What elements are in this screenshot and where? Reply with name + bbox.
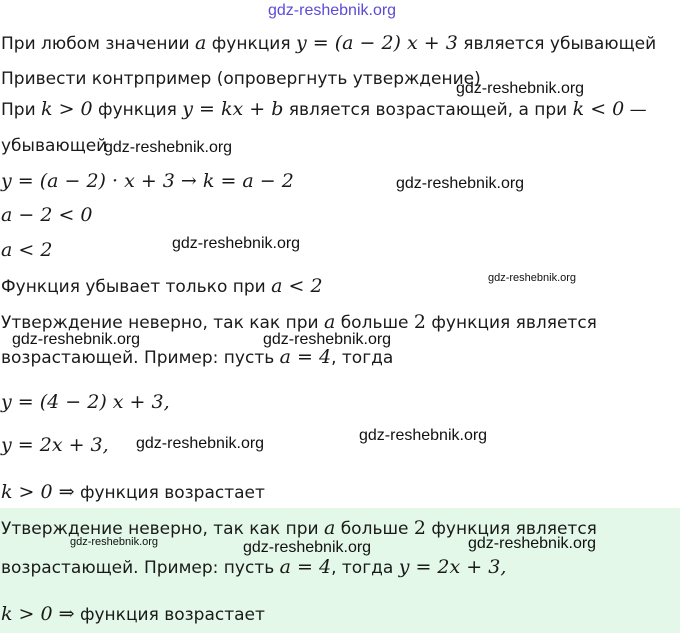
watermark: gdz-reshebnik.org xyxy=(396,175,525,192)
rule-line-1: При k > 0 функция y = kx + b является возрастающей, а при k < 0 — xyxy=(1,98,647,120)
claim-line-2: возрастающей. Пример: пусть a = 4, тогда xyxy=(1,346,394,368)
watermark: gdz-reshebnik.org xyxy=(12,331,141,348)
derivation-line: y = (a − 2) · x + 3 → k = a − 2 xyxy=(1,170,294,192)
answer-line-1: Утверждение неверно, так как при a больше 2 функция является xyxy=(1,517,597,539)
watermark: gdz-reshebnik.org xyxy=(136,435,265,452)
claim-line-1: Утверждение неверно, так как при a больше 2 функция является xyxy=(1,311,597,333)
watermark: gdz-reshebnik.org xyxy=(456,80,585,97)
example-line: y = 2x + 3, xyxy=(1,434,109,456)
decreasing-note: Функция убывает только при a < 2 xyxy=(1,275,323,297)
task-line: Привести контрпример (опровергнуть утверждение) xyxy=(1,69,481,89)
watermark: gdz-reshebnik.org xyxy=(488,272,577,284)
answer-line-2: возрастающей. Пример: пусть a = 4, тогда y = 2x + 3, xyxy=(1,556,507,578)
rule-line-2: убывающей xyxy=(1,136,108,156)
watermark: gdz-reshebnik.org xyxy=(104,139,233,156)
derivation-line: a − 2 < 0 xyxy=(1,204,93,226)
answer-line-3: k > 0 ⇒ функция возрастает xyxy=(1,603,265,625)
watermark-header: gdz-reshebnik.org xyxy=(268,2,397,19)
conclusion-line: k > 0 ⇒ функция возрастает xyxy=(1,481,265,503)
watermark: gdz-reshebnik.org xyxy=(243,539,372,556)
derivation-line: a < 2 xyxy=(1,239,53,261)
watermark: gdz-reshebnik.org xyxy=(359,427,488,444)
watermark: gdz-reshebnik.org xyxy=(263,331,392,348)
watermark: gdz-reshebnik.org xyxy=(70,536,159,548)
problem-statement: При любом значении a функция y = (a − 2) x + 3 является убывающей xyxy=(1,32,657,54)
watermark: gdz-reshebnik.org xyxy=(172,235,301,252)
example-line: y = (4 − 2) x + 3, xyxy=(1,391,170,413)
watermark: gdz-reshebnik.org xyxy=(468,535,597,552)
